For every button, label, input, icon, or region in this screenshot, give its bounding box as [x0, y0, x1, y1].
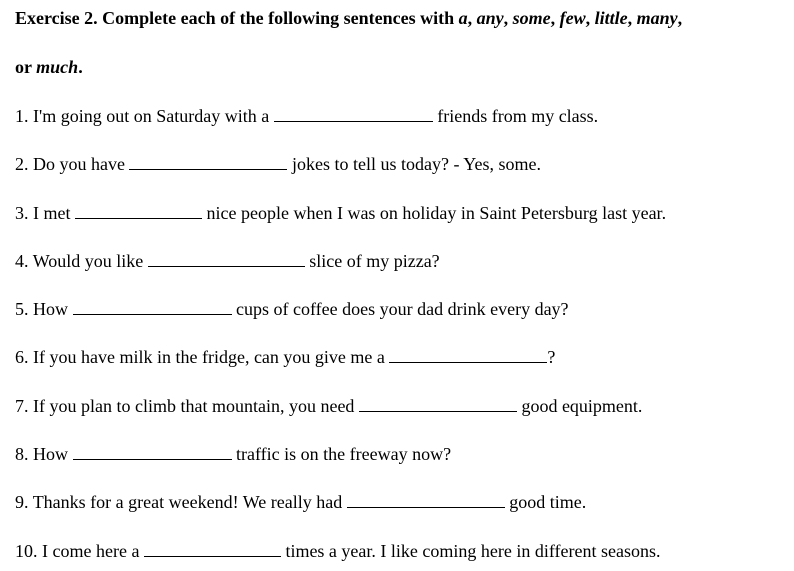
sentence-2 — [15, 153, 541, 175]
sentence-after: nice people when I was on holiday in Saint Petersburg last year. — [202, 203, 667, 223]
sentence-after: traffic is on the freeway now? — [231, 444, 452, 464]
sentence-10 — [15, 540, 660, 562]
sentence-3 — [15, 202, 666, 224]
sentence-number: 6. — [15, 347, 29, 367]
sentence-after: cups of coffee does your dad drink every day? — [231, 299, 569, 319]
sentence-after: ? — [547, 347, 556, 367]
sentence-after: times a year. I like coming here in different seasons. — [280, 541, 661, 561]
sentence-number: 4. — [15, 251, 29, 271]
sentence-number: 2. — [15, 154, 29, 174]
word-much: much — [36, 57, 79, 77]
sentence-before: Thanks for a great weekend! We really had — [32, 492, 347, 512]
sentence-1 — [15, 105, 598, 127]
sentence-number: 1. — [15, 106, 29, 126]
answer-blank[interactable] — [73, 445, 232, 460]
sentence-before: Do you have — [33, 154, 130, 174]
sentence-after: friends from my class. — [432, 106, 599, 126]
answer-blank[interactable] — [274, 107, 433, 122]
sentence-before: Would you like — [32, 251, 148, 271]
sentence-before: How — [33, 299, 73, 319]
title-period: . — [78, 57, 83, 77]
exercise-title-line-2 — [15, 56, 83, 78]
sentence-number: 9. — [15, 492, 29, 512]
sentence-number: 7. — [15, 396, 29, 416]
answer-blank[interactable] — [129, 155, 287, 170]
sentence-before: I come here a — [42, 541, 144, 561]
word-some: some — [512, 8, 551, 28]
exercise-title-line-1: Exercise 2. Complete each of the following sentences with a, any, some, few, little, many, — [15, 8, 683, 28]
sentence-before: If you have milk in the fridge, can you give me a — [33, 347, 390, 367]
answer-blank[interactable] — [359, 397, 517, 412]
title-or: or — [15, 57, 37, 77]
sentence-9 — [15, 491, 586, 513]
answer-blank[interactable] — [347, 493, 505, 508]
sentence-6 — [15, 346, 555, 368]
sentence-after: good equipment. — [516, 396, 643, 416]
sentence-after: jokes to tell us today? - Yes, some. — [287, 154, 541, 174]
sentence-before: I met — [33, 203, 75, 223]
answer-blank[interactable] — [389, 348, 547, 363]
word-any: any — [476, 8, 504, 28]
answer-blank[interactable] — [75, 204, 202, 219]
sentence-number: 5. — [15, 299, 29, 319]
sentence-number: 8. — [15, 444, 29, 464]
sentence-number: 10. — [15, 541, 38, 561]
sentence-before: If you plan to climb that mountain, you need — [33, 396, 359, 416]
sentence-5 — [15, 298, 569, 320]
word-a: a — [458, 8, 468, 28]
sentence-before: I'm going out on Saturday with a — [33, 106, 274, 126]
sentence-4 — [15, 250, 440, 272]
answer-blank[interactable] — [144, 542, 281, 557]
word-few: few — [559, 8, 586, 28]
answer-blank[interactable] — [148, 252, 305, 267]
sentence-7 — [15, 395, 642, 417]
answer-blank[interactable] — [73, 300, 232, 315]
sentence-8 — [15, 443, 451, 465]
sentence-before: How — [33, 444, 73, 464]
sentence-number: 3. — [15, 203, 29, 223]
word-many: many — [636, 8, 678, 28]
word-little: little — [594, 8, 628, 28]
title-text: Exercise 2. Complete each of the following sentences with — [15, 8, 459, 28]
sentence-after: good time. — [504, 492, 587, 512]
sentence-after: slice of my pizza? — [304, 251, 440, 271]
